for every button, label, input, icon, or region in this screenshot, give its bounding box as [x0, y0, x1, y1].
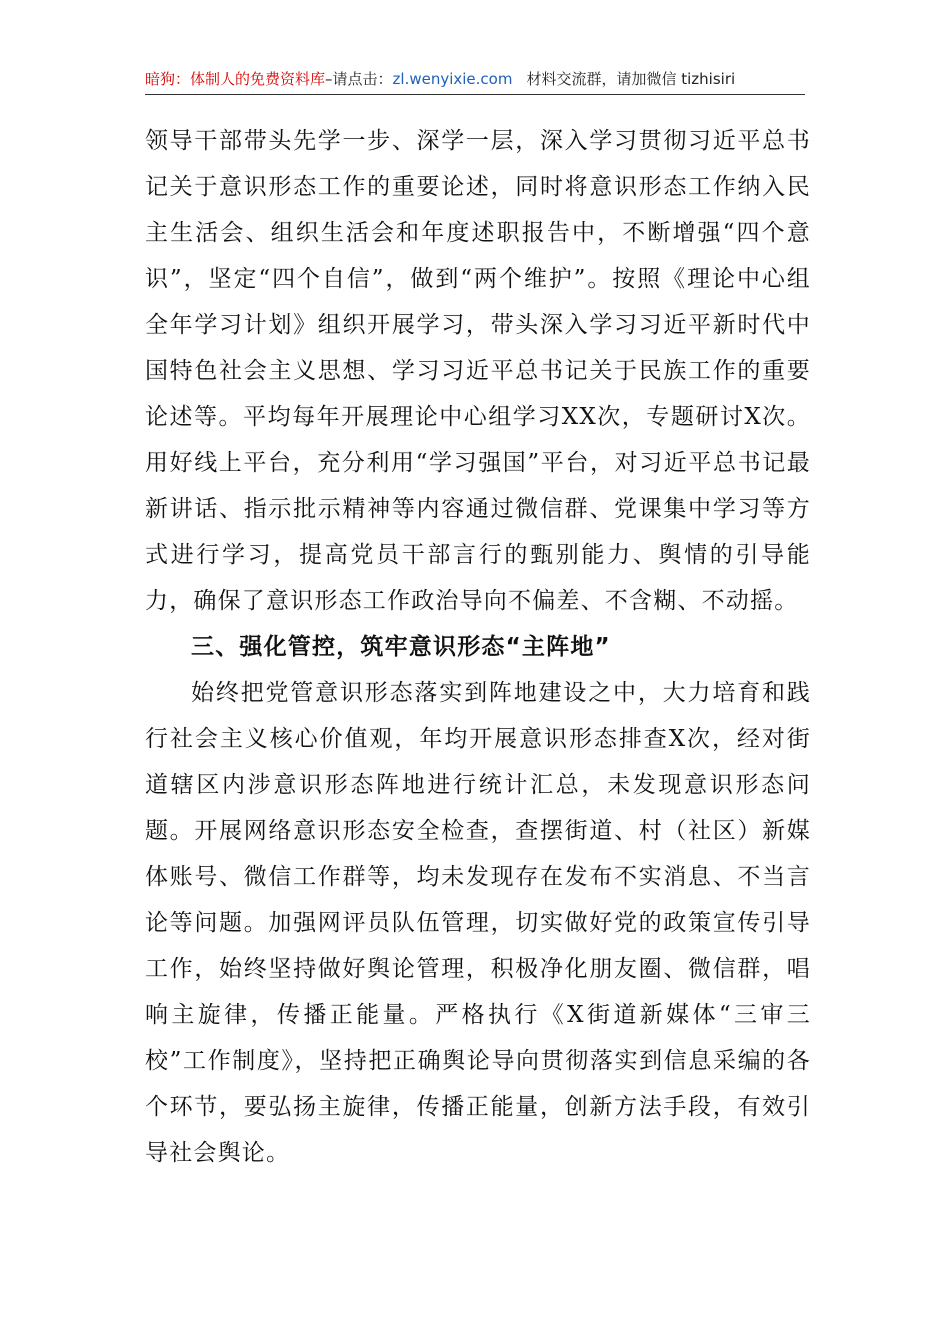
header-contact: 材料交流群，请加微信 tizhisiri	[526, 70, 736, 88]
section-heading: 三、强化管控，筑牢意识形态“主阵地”	[191, 634, 611, 660]
header-prompt: –请点击：	[325, 70, 393, 88]
header-url-link[interactable]: zl.wenyixie.com	[392, 70, 513, 88]
document-body	[145, 118, 811, 1176]
paragraph-continued: 领导干部带头先学一步、深学一层，深入学习贯彻习近平总书记关于意识形态工作的重要论述，同时将意识形态工作纳入民主生活会、组织生活会和年度述职报告中，不断增强“四个意识”，坚定“四个自信”，做到“两个维护”。按照《理论中心组全年学习计划》组织开展学习，带头深入学习习近平新时代中国特色社会主义思想、学习习近平总书记关于民族工作的重要论述等。平均每年开展理论中心组学习XX次，专题研讨X次。用好线上平台，充分利用“学习强国”平台，对习近平总书记最新讲话、指示批示精神等内容通过微信群、党课集中学习等方式进行学习，提高党员干部言行的甄别能力、舆情的引导能力，确保了意识形态工作政治导向不偏差、不含糊、不动摇。	[145, 128, 811, 614]
page-header	[145, 66, 805, 95]
paragraph: 始终把党管意识形态落实到阵地建设之中，大力培育和践行社会主义核心价值观，年均开展意识形态排查X次，经对街道辖区内涉意识形态阵地进行统计汇总，未发现意识形态问题。开展网络意识形态安全检查，查摆街道、村（社区）新媒体账号、微信工作群等，均未发现存在发布不实消息、不当言论等问题。加强网评员队伍管理，切实做好党的政策宣传引导工作，始终坚持做好舆论管理，积极净化朋友圈、微信群，唱响主旋律，传播正能量。严格执行《X街道新媒体“三审三校”工作制度》，坚持把正确舆论导向贯彻落实到信息采编的各个环节，要弘扬主旋律，传播正能量，创新方法手段，有效引导社会舆论。	[145, 680, 811, 1166]
header-brand: 暗狗：体制人的免费资料库	[145, 70, 326, 88]
